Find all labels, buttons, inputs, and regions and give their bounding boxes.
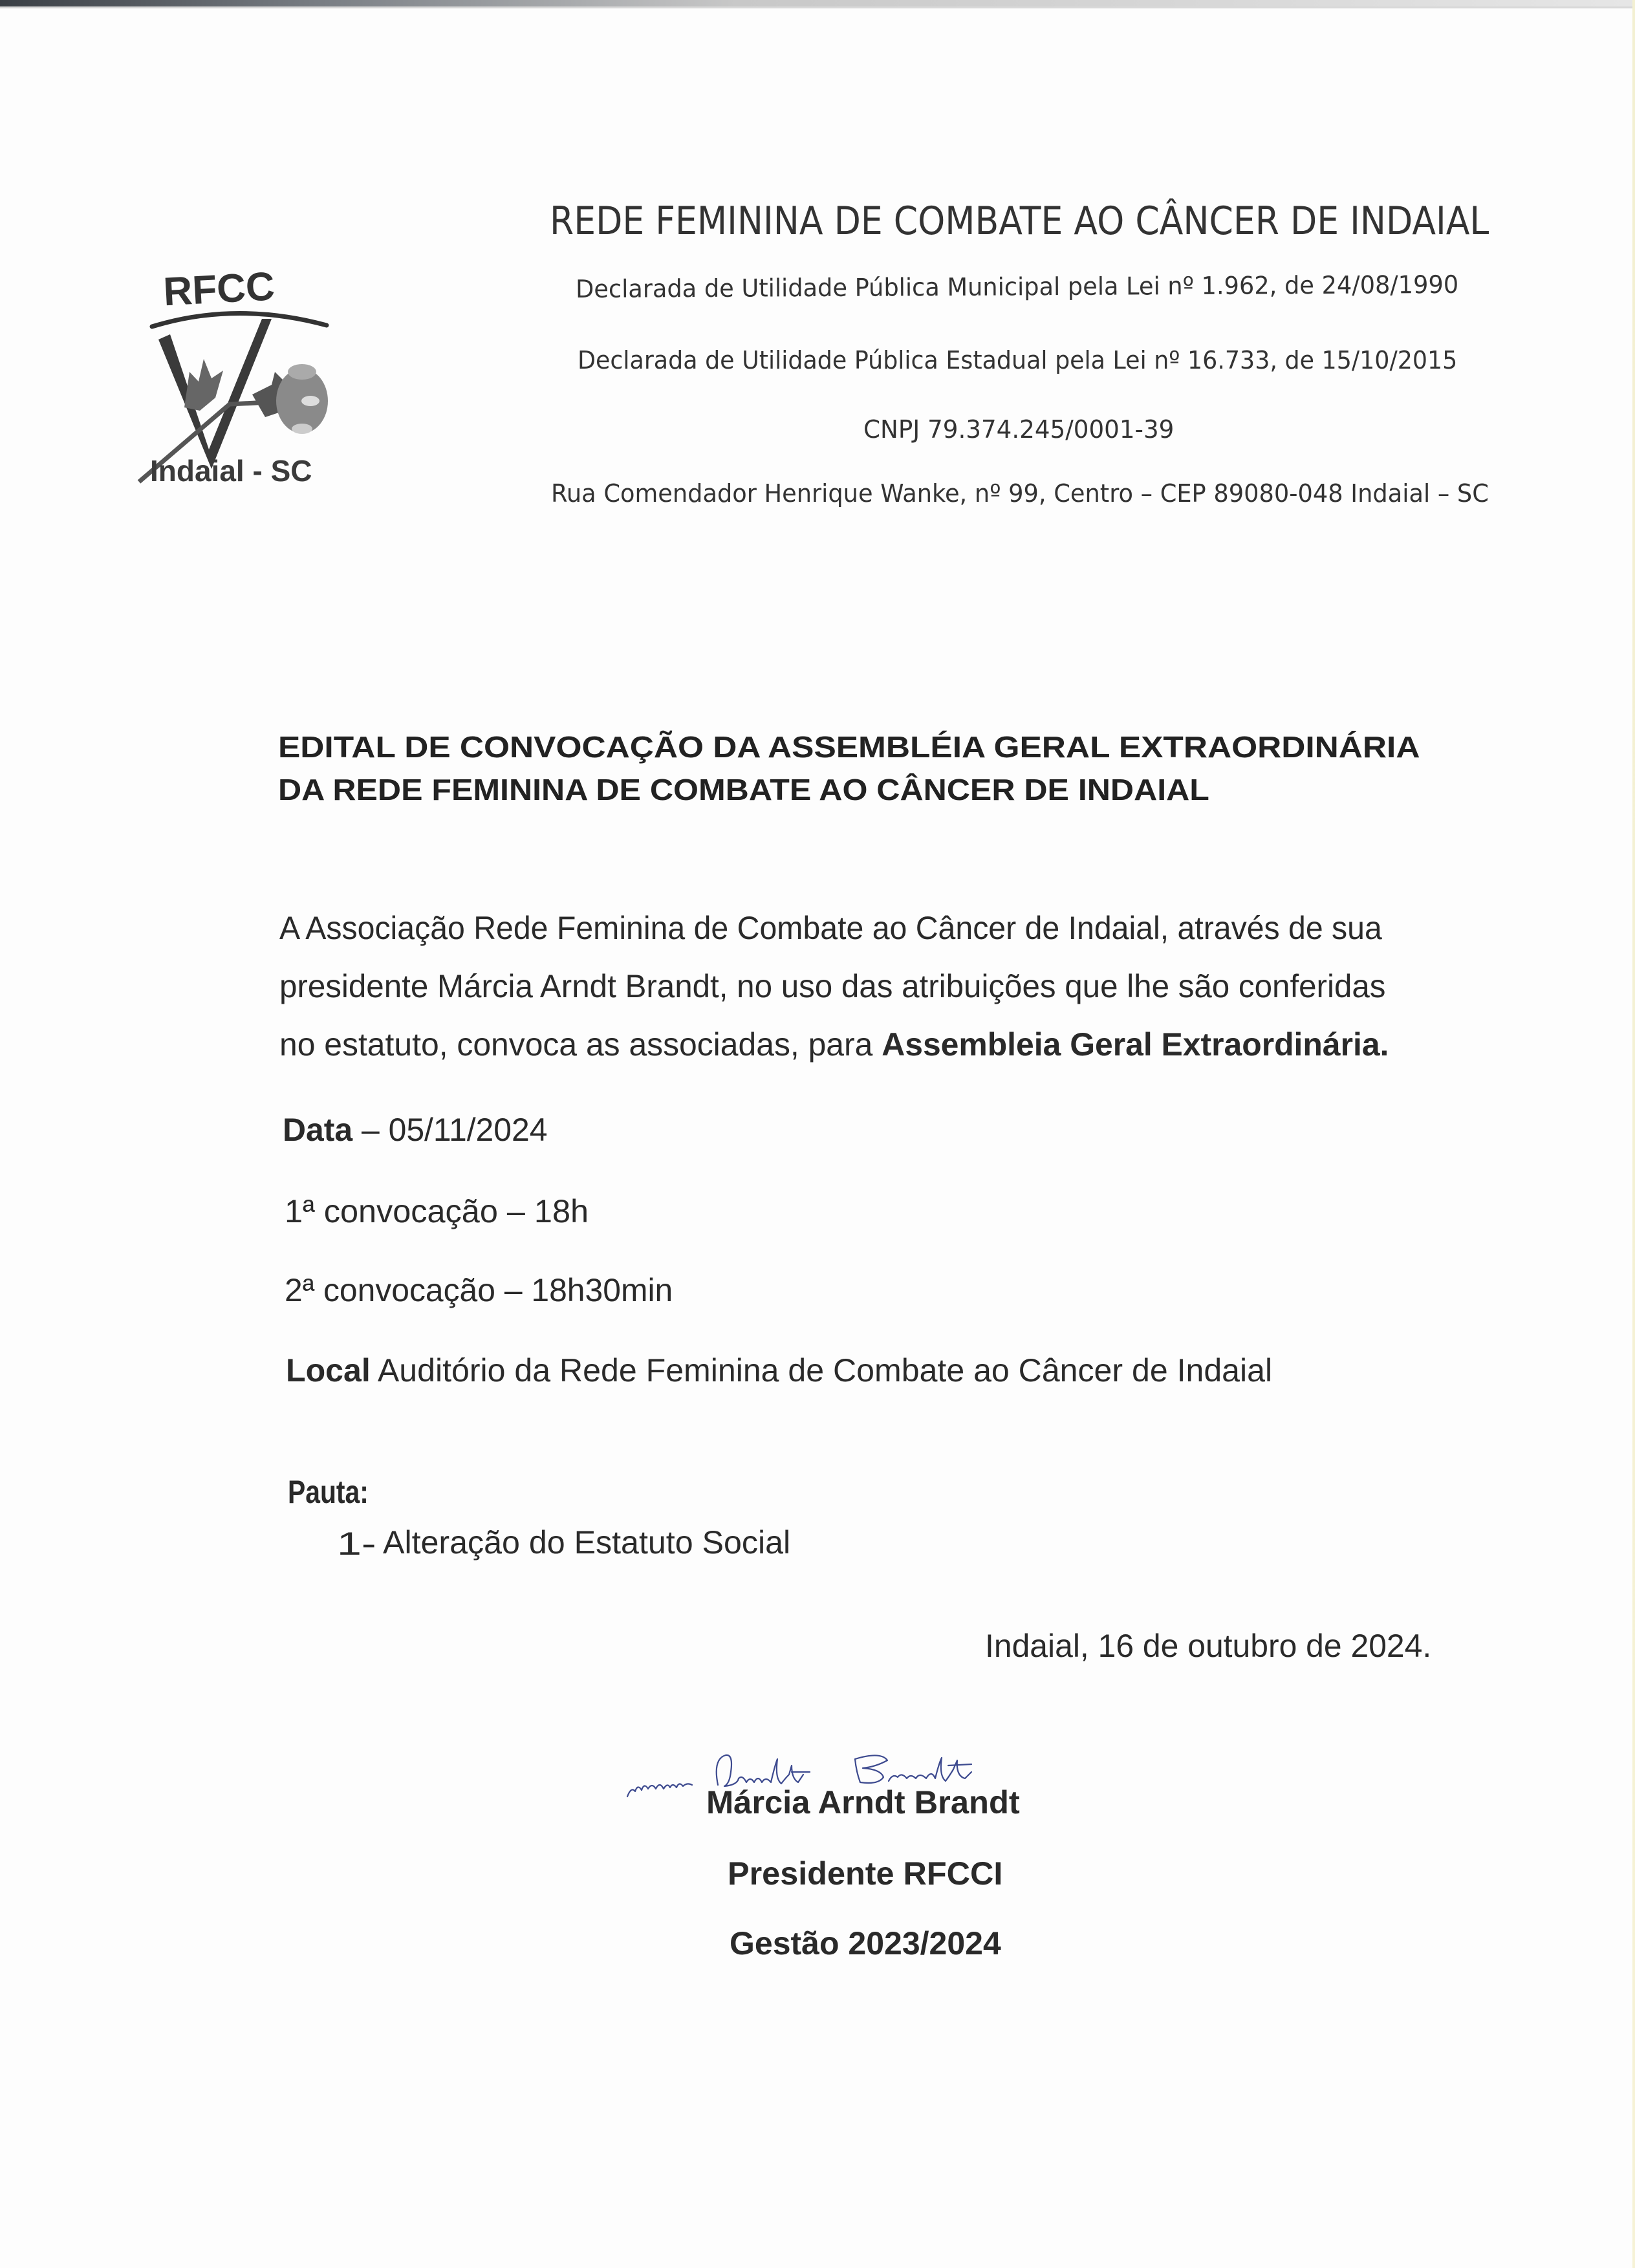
meeting-date [283, 1114, 548, 1146]
place-and-date: Indaial, 16 de outubro de 2024. [985, 1628, 1432, 1664]
logo-acronym: RFCC [162, 264, 276, 315]
body-line-3 [279, 1028, 1389, 1061]
address: Rua Comendador Henrique Wanke, nº 99, Centro – CEP 89080-048 Indaial – SC [551, 479, 1489, 508]
meeting-location [286, 1354, 1272, 1387]
date-value: – 05/11/2024 [352, 1112, 548, 1148]
agenda-item-text: Alteração do Estatuto Social [383, 1524, 791, 1561]
agenda-item-number: 1- [337, 1526, 376, 1562]
org-title: REDE FEMININA DE COMBATE AO CÂNCER DE INDAIAL [550, 199, 1489, 244]
scan-edge [0, 0, 1635, 6]
body-line-1: A Associação Rede Feminina de Combate ao Câncer de Indaial, através de sua [279, 910, 1382, 946]
assembly-type: Assembleia Geral Extraordinária. [882, 1026, 1389, 1063]
body-line-2: presidente Márcia Arndt Brandt, no uso das atribuições que lhe são conferidas [279, 968, 1386, 1004]
signer-name: Márcia Arndt Brandt [706, 1784, 1020, 1820]
location-label: Local [286, 1352, 371, 1388]
agenda-label: Pauta: [288, 1474, 369, 1510]
management-term: Gestão 2023/2024 [730, 1925, 1001, 1961]
logo-arc [152, 313, 327, 327]
logo-rose-icon [276, 364, 328, 434]
paper-edge [1632, 0, 1635, 2268]
logo-location: Indaial - SC [150, 454, 312, 488]
notice-title-line1: EDITAL DE CONVOCAÇÃO DA ASSEMBLÉIA GERAL EXTRAORDINÁRIA [278, 730, 1420, 764]
signer-role: Presidente RFCCI [728, 1855, 1003, 1892]
second-call: 2ª convocação – 18h30min [285, 1272, 673, 1308]
notice-title-line2: DA REDE FEMININA DE COMBATE AO CÂNCER DE INDAIAL [278, 773, 1209, 806]
state-declaration: Declarada de Utilidade Pública Estadual pela Lei nº 16.733, de 15/10/2015 [578, 346, 1458, 374]
body-line-3-text: no estatuto, convoca as associadas, para [279, 1026, 882, 1063]
first-call: 1ª convocação – 18h [285, 1193, 589, 1229]
logo-leaf-icon [184, 359, 223, 411]
location-value: Auditório da Rede Feminina de Combate ao Câncer de Indaial [370, 1352, 1273, 1388]
cnpj: CNPJ 79.374.245/0001-39 [863, 415, 1175, 444]
municipal-declaration: Declarada de Utilidade Pública Municipal pela Lei nº 1.962, de 24/08/1990 [575, 270, 1459, 303]
date-label: Data [283, 1112, 353, 1148]
scan-edge-line [0, 6, 1635, 8]
